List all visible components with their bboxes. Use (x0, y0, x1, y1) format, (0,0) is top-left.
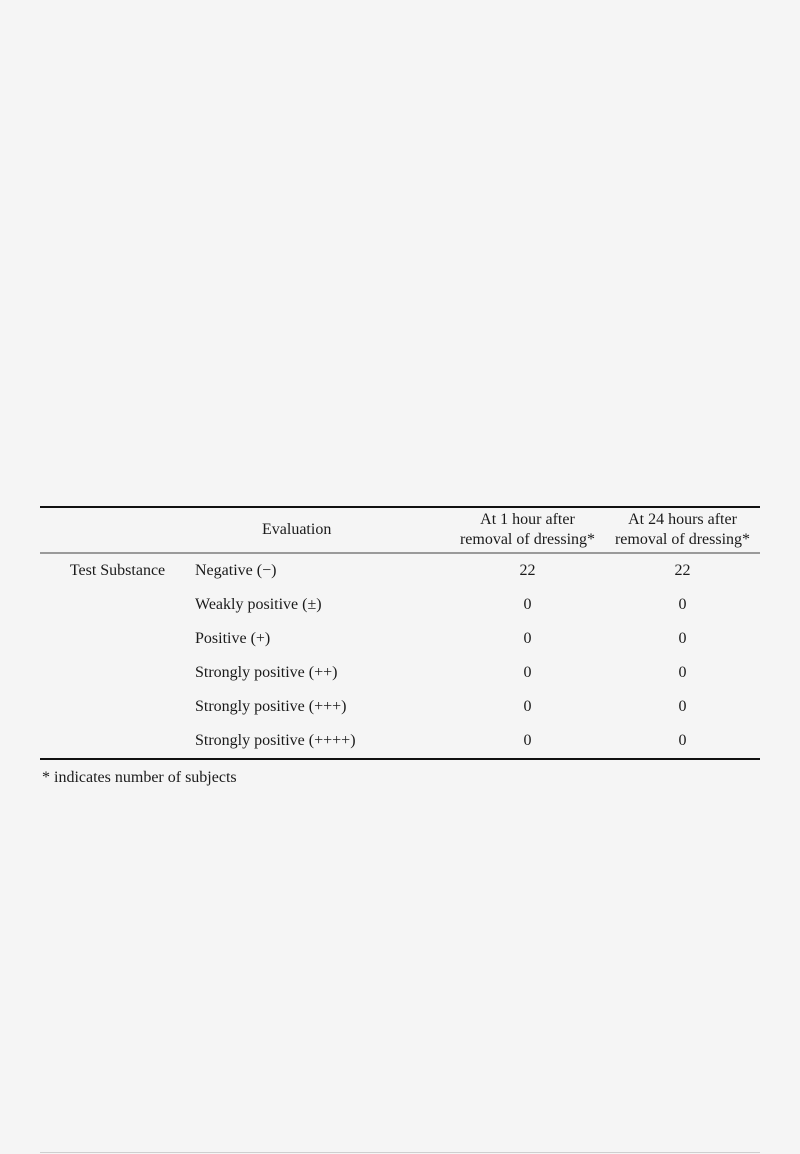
hour24-cell: 0 (678, 664, 687, 681)
table-row (40, 690, 760, 724)
results-table (40, 506, 760, 760)
header-1-hour-line1: At 1 hour after (480, 511, 575, 528)
table-row (40, 588, 760, 622)
group-label: Test Substance (69, 562, 166, 579)
evaluation-cell: Positive (+) (195, 630, 271, 647)
table-row (40, 553, 760, 588)
header-24-hours-line1: At 24 hours after (628, 511, 737, 528)
hour24-cell: 0 (678, 732, 687, 749)
group-cell-empty (40, 588, 195, 622)
table-row (40, 656, 760, 690)
table-footnote: * indicates number of subjects (42, 769, 237, 786)
group-cell-empty (40, 656, 195, 690)
evaluation-cell: Strongly positive (++) (195, 664, 338, 681)
header-1-hour-line2: removal of dressing* (459, 531, 596, 548)
hour1-cell: 0 (523, 732, 532, 749)
evaluation-cell: Negative (−) (195, 562, 277, 579)
hour1-cell: 0 (523, 698, 532, 715)
group-cell-empty (40, 690, 195, 724)
hour24-cell: 0 (678, 698, 687, 715)
header-24-hours-line2: removal of dressing* (614, 531, 751, 548)
header-evaluation: Evaluation (262, 521, 332, 538)
table-row (40, 724, 760, 759)
group-cell-empty (40, 724, 195, 759)
hour1-cell: 22 (519, 562, 536, 579)
evaluation-cell: Strongly positive (++++) (195, 732, 356, 749)
table-row (40, 622, 760, 656)
header-24-hours (605, 507, 760, 553)
evaluation-cell: Weakly positive (±) (195, 596, 322, 613)
header-group (40, 507, 195, 553)
hour1-cell: 0 (523, 596, 532, 613)
page-bottom-divider (40, 1152, 760, 1153)
group-cell-empty (40, 622, 195, 656)
header-1-hour (450, 507, 605, 553)
header-row (40, 507, 760, 553)
hour24-cell: 0 (678, 630, 687, 647)
hour1-cell: 0 (523, 630, 532, 647)
evaluation-cell: Strongly positive (+++) (195, 698, 347, 715)
hour1-cell: 0 (523, 664, 532, 681)
hour24-cell: 22 (674, 562, 691, 579)
hour24-cell: 0 (678, 596, 687, 613)
